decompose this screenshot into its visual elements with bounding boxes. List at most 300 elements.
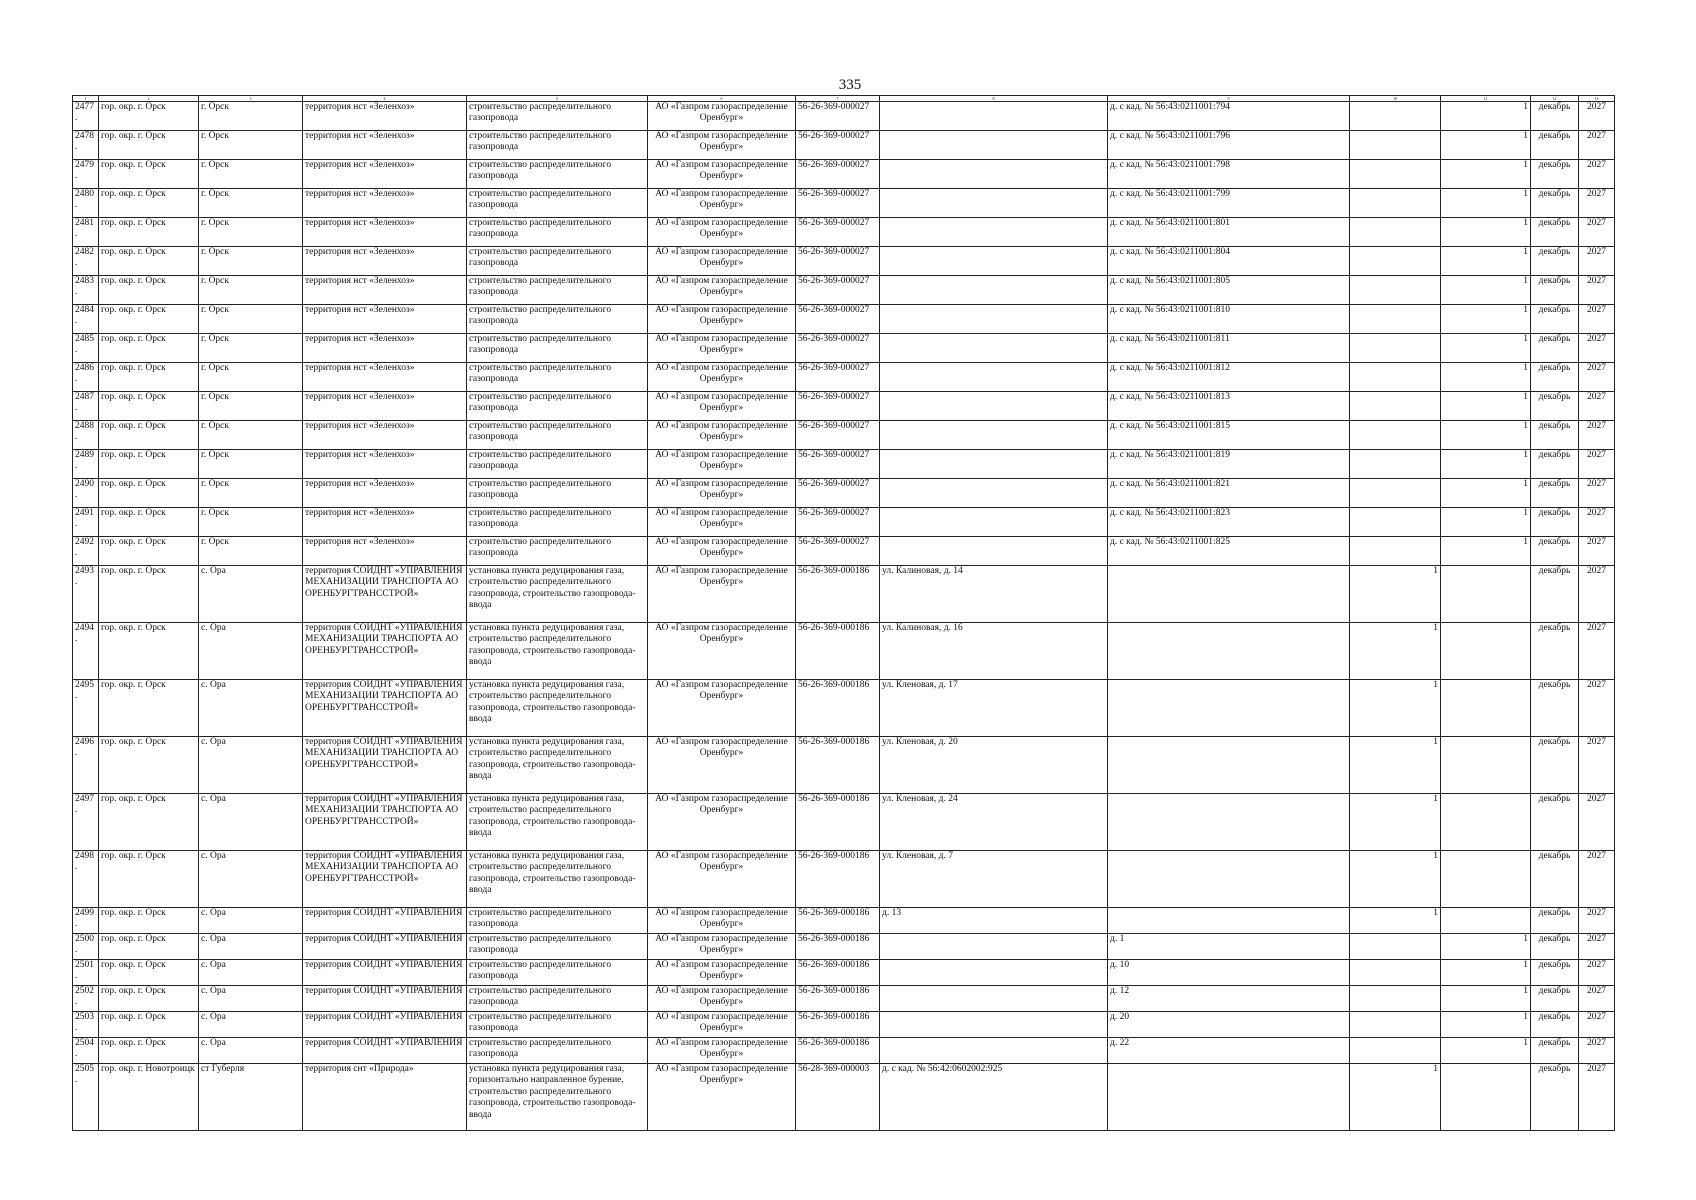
- column-11-cell: 1: [1441, 450, 1531, 479]
- month-cell: декабрь: [1531, 276, 1579, 305]
- territory-cell: территория нст «Зеленхоз»: [303, 537, 467, 566]
- district-cell: гор. окр. г. Орск: [99, 1012, 199, 1038]
- row-number: 2493.: [73, 566, 99, 623]
- column-10-cell: [1350, 986, 1441, 1012]
- work-type-cell: установка пункта редуцирования газа, строительство распределительного газопровода, строительство газопровода-ввода: [467, 794, 648, 851]
- work-type-cell: строительство распределительного газопровода: [467, 537, 648, 566]
- month-cell: декабрь: [1531, 1038, 1579, 1064]
- district-cell: гор. окр. г. Орск: [99, 680, 199, 737]
- district-cell: гор. окр. г. Орск: [99, 189, 199, 218]
- row-number: 2502.: [73, 986, 99, 1012]
- address-cell: ул. Кленовая, д. 24: [880, 794, 1108, 851]
- code-cell: 56-28-369-000003: [796, 1064, 880, 1131]
- work-type-cell: строительство распределительного газопровода: [467, 392, 648, 421]
- cadastral-cell: д. 12: [1108, 986, 1350, 1012]
- organization-cell: АО «Газпром газораспределение Оренбург»: [648, 363, 796, 392]
- territory-cell: территория нст «Зеленхоз»: [303, 102, 467, 131]
- work-type-cell: строительство распределительного газопровода: [467, 479, 648, 508]
- year-cell: 2027: [1579, 450, 1615, 479]
- month-cell: декабрь: [1531, 305, 1579, 334]
- register-table: [72, 95, 1615, 1131]
- cadastral-cell: д. с кад. № 56:43:0211001:794: [1108, 102, 1350, 131]
- district-cell: гор. окр. г. Орск: [99, 305, 199, 334]
- work-type-cell: строительство распределительного газопровода: [467, 908, 648, 934]
- settlement-cell: г. Орск: [199, 537, 303, 566]
- month-cell: декабрь: [1531, 1064, 1579, 1131]
- address-cell: [880, 305, 1108, 334]
- column-10-cell: 1: [1350, 794, 1441, 851]
- year-cell: 2027: [1579, 566, 1615, 623]
- work-type-cell: строительство распределительного газопровода: [467, 1012, 648, 1038]
- column-11-cell: 1: [1441, 986, 1531, 1012]
- column-11-cell: 1: [1441, 131, 1531, 160]
- row-number: 2497.: [73, 794, 99, 851]
- address-cell: ул. Кленовая, д. 7: [880, 851, 1108, 908]
- month-cell: декабрь: [1531, 363, 1579, 392]
- month-cell: декабрь: [1531, 566, 1579, 623]
- territory-cell: территория нст «Зеленхоз»: [303, 508, 467, 537]
- cadastral-cell: д. с кад. № 56:43:0211001:810: [1108, 305, 1350, 334]
- year-cell: 2027: [1579, 960, 1615, 986]
- settlement-cell: г. Орск: [199, 334, 303, 363]
- column-number: 3: [199, 96, 303, 102]
- cadastral-cell: д. с кад. № 56:43:0211001:796: [1108, 131, 1350, 160]
- column-number: 2: [99, 96, 199, 102]
- organization-cell: АО «Газпром газораспределение Оренбург»: [648, 131, 796, 160]
- month-cell: декабрь: [1531, 131, 1579, 160]
- settlement-cell: г. Орск: [199, 218, 303, 247]
- organization-cell: АО «Газпром газораспределение Оренбург»: [648, 1064, 796, 1131]
- district-cell: гор. окр. г. Орск: [99, 566, 199, 623]
- year-cell: 2027: [1579, 189, 1615, 218]
- row-number: 2486.: [73, 363, 99, 392]
- month-cell: декабрь: [1531, 986, 1579, 1012]
- address-cell: [880, 450, 1108, 479]
- territory-cell: территория нст «Зеленхоз»: [303, 479, 467, 508]
- district-cell: гор. окр. г. Новотроицк: [99, 1064, 199, 1131]
- district-cell: гор. окр. г. Орск: [99, 1038, 199, 1064]
- district-cell: гор. окр. г. Орск: [99, 479, 199, 508]
- year-cell: 2027: [1579, 1038, 1615, 1064]
- work-type-cell: установка пункта редуцирования газа, строительство распределительного газопровода, строительство газопровода-ввода: [467, 737, 648, 794]
- row-number: 2496.: [73, 737, 99, 794]
- month-cell: декабрь: [1531, 218, 1579, 247]
- settlement-cell: г. Орск: [199, 450, 303, 479]
- column-10-cell: 1: [1350, 680, 1441, 737]
- column-number: 4: [303, 96, 467, 102]
- row-number: 2491.: [73, 508, 99, 537]
- district-cell: гор. окр. г. Орск: [99, 737, 199, 794]
- organization-cell: АО «Газпром газораспределение Оренбург»: [648, 908, 796, 934]
- row-number: 2480.: [73, 189, 99, 218]
- column-11-cell: 1: [1441, 363, 1531, 392]
- organization-cell: АО «Газпром газораспределение Оренбург»: [648, 508, 796, 537]
- table-row: [73, 1012, 1615, 1038]
- row-number: 2477.: [73, 102, 99, 131]
- territory-cell: территория СОИДНТ «УПРАВЛЕНИЯ: [303, 934, 467, 960]
- settlement-cell: г. Орск: [199, 102, 303, 131]
- address-cell: [880, 986, 1108, 1012]
- column-number: 9: [1108, 96, 1350, 102]
- row-number: 2492.: [73, 537, 99, 566]
- cadastral-cell: д. с кад. № 56:43:0211001:804: [1108, 247, 1350, 276]
- row-number: 2487.: [73, 392, 99, 421]
- cadastral-cell: [1108, 851, 1350, 908]
- settlement-cell: г. Орск: [199, 392, 303, 421]
- district-cell: гор. окр. г. Орск: [99, 421, 199, 450]
- year-cell: 2027: [1579, 131, 1615, 160]
- cadastral-cell: д. с кад. № 56:43:0211001:823: [1108, 508, 1350, 537]
- organization-cell: АО «Газпром газораспределение Оренбург»: [648, 934, 796, 960]
- district-cell: гор. окр. г. Орск: [99, 450, 199, 479]
- address-cell: [880, 960, 1108, 986]
- column-10-cell: 1: [1350, 623, 1441, 680]
- table-row: [73, 1064, 1615, 1131]
- column-10-cell: [1350, 537, 1441, 566]
- row-number: 2489.: [73, 450, 99, 479]
- code-cell: 56-26-369-000186: [796, 1012, 880, 1038]
- territory-cell: территория нст «Зеленхоз»: [303, 218, 467, 247]
- table-row: [73, 421, 1615, 450]
- work-type-cell: установка пункта редуцирования газа, строительство распределительного газопровода, строительство газопровода-ввода: [467, 566, 648, 623]
- work-type-cell: строительство распределительного газопровода: [467, 450, 648, 479]
- column-10-cell: [1350, 392, 1441, 421]
- cadastral-cell: д. 22: [1108, 1038, 1350, 1064]
- code-cell: 56-26-369-000186: [796, 960, 880, 986]
- address-cell: [880, 131, 1108, 160]
- month-cell: декабрь: [1531, 479, 1579, 508]
- column-number: 12: [1531, 96, 1579, 102]
- column-10-cell: 1: [1350, 908, 1441, 934]
- organization-cell: АО «Газпром газораспределение Оренбург»: [648, 247, 796, 276]
- address-cell: [880, 1038, 1108, 1064]
- territory-cell: территория нст «Зеленхоз»: [303, 334, 467, 363]
- column-11-cell: 1: [1441, 421, 1531, 450]
- column-11-cell: [1441, 680, 1531, 737]
- cadastral-cell: [1108, 908, 1350, 934]
- month-cell: декабрь: [1531, 623, 1579, 680]
- address-cell: [880, 334, 1108, 363]
- district-cell: гор. окр. г. Орск: [99, 334, 199, 363]
- year-cell: 2027: [1579, 508, 1615, 537]
- work-type-cell: установка пункта редуцирования газа, горизонтально направленное бурение, строительство распределительного газопровода, строительство газопровода-ввода: [467, 1064, 648, 1131]
- work-type-cell: строительство распределительного газопровода: [467, 247, 648, 276]
- row-number: 2500.: [73, 934, 99, 960]
- year-cell: 2027: [1579, 1064, 1615, 1131]
- year-cell: 2027: [1579, 247, 1615, 276]
- settlement-cell: с. Ора: [199, 908, 303, 934]
- row-number: 2498.: [73, 851, 99, 908]
- column-number: 7: [796, 96, 880, 102]
- address-cell: [880, 102, 1108, 131]
- code-cell: 56-26-369-000186: [796, 908, 880, 934]
- column-10-cell: [1350, 247, 1441, 276]
- year-cell: 2027: [1579, 421, 1615, 450]
- organization-cell: АО «Газпром газораспределение Оренбург»: [648, 189, 796, 218]
- cadastral-cell: д. с кад. № 56:43:0211001:805: [1108, 276, 1350, 305]
- column-10-cell: 1: [1350, 566, 1441, 623]
- row-number: 2479.: [73, 160, 99, 189]
- settlement-cell: ст Губерля: [199, 1064, 303, 1131]
- row-number: 2483.: [73, 276, 99, 305]
- territory-cell: территория СОИДНТ «УПРАВЛЕНИЯ: [303, 986, 467, 1012]
- organization-cell: АО «Газпром газораспределение Оренбург»: [648, 276, 796, 305]
- column-11-cell: 1: [1441, 1012, 1531, 1038]
- work-type-cell: установка пункта редуцирования газа, строительство распределительного газопровода, строительство газопровода-ввода: [467, 623, 648, 680]
- code-cell: 56-26-369-000027: [796, 218, 880, 247]
- organization-cell: АО «Газпром газораспределение Оренбург»: [648, 960, 796, 986]
- territory-cell: территория СОИДНТ «УПРАВЛЕНИЯ МЕХАНИЗАЦИИ ТРАНСПОРТА АО ОРЕНБУРГТРАНССТРОЙ»: [303, 737, 467, 794]
- row-number: 2501.: [73, 960, 99, 986]
- month-cell: декабрь: [1531, 334, 1579, 363]
- cadastral-cell: [1108, 1064, 1350, 1131]
- table-row: [73, 160, 1615, 189]
- table-row: [73, 986, 1615, 1012]
- settlement-cell: с. Ора: [199, 623, 303, 680]
- code-cell: 56-26-369-000186: [796, 623, 880, 680]
- column-11-cell: 1: [1441, 218, 1531, 247]
- work-type-cell: строительство распределительного газопровода: [467, 305, 648, 334]
- cadastral-cell: д. 10: [1108, 960, 1350, 986]
- month-cell: декабрь: [1531, 508, 1579, 537]
- table-row: [73, 363, 1615, 392]
- district-cell: гор. окр. г. Орск: [99, 508, 199, 537]
- row-number: 2499.: [73, 908, 99, 934]
- column-10-cell: [1350, 276, 1441, 305]
- organization-cell: АО «Газпром газораспределение Оренбург»: [648, 450, 796, 479]
- table-row: [73, 479, 1615, 508]
- year-cell: 2027: [1579, 363, 1615, 392]
- organization-cell: АО «Газпром газораспределение Оренбург»: [648, 737, 796, 794]
- column-11-cell: 1: [1441, 334, 1531, 363]
- district-cell: гор. окр. г. Орск: [99, 986, 199, 1012]
- organization-cell: АО «Газпром газораспределение Оренбург»: [648, 305, 796, 334]
- work-type-cell: строительство распределительного газопровода: [467, 218, 648, 247]
- organization-cell: АО «Газпром газораспределение Оренбург»: [648, 334, 796, 363]
- year-cell: 2027: [1579, 737, 1615, 794]
- address-cell: [880, 421, 1108, 450]
- table-row: [73, 623, 1615, 680]
- work-type-cell: строительство распределительного газопровода: [467, 102, 648, 131]
- organization-cell: АО «Газпром газораспределение Оренбург»: [648, 537, 796, 566]
- code-cell: 56-26-369-000027: [796, 160, 880, 189]
- year-cell: 2027: [1579, 794, 1615, 851]
- settlement-cell: с. Ора: [199, 934, 303, 960]
- settlement-cell: с. Ора: [199, 794, 303, 851]
- settlement-cell: г. Орск: [199, 421, 303, 450]
- territory-cell: территория СОИДНТ «УПРАВЛЕНИЯ: [303, 1038, 467, 1064]
- cadastral-cell: д. 1: [1108, 934, 1350, 960]
- address-cell: [880, 189, 1108, 218]
- work-type-cell: строительство распределительного газопровода: [467, 189, 648, 218]
- work-type-cell: строительство распределительного газопровода: [467, 334, 648, 363]
- column-11-cell: 1: [1441, 934, 1531, 960]
- work-type-cell: строительство распределительного газопровода: [467, 131, 648, 160]
- month-cell: декабрь: [1531, 160, 1579, 189]
- district-cell: гор. окр. г. Орск: [99, 363, 199, 392]
- code-cell: 56-26-369-000027: [796, 363, 880, 392]
- settlement-cell: с. Ора: [199, 986, 303, 1012]
- district-cell: гор. окр. г. Орск: [99, 960, 199, 986]
- organization-cell: АО «Газпром газораспределение Оренбург»: [648, 479, 796, 508]
- month-cell: декабрь: [1531, 189, 1579, 218]
- table-row: [73, 908, 1615, 934]
- district-cell: гор. окр. г. Орск: [99, 131, 199, 160]
- territory-cell: территория нст «Зеленхоз»: [303, 450, 467, 479]
- table-row: [73, 450, 1615, 479]
- table-row: [73, 102, 1615, 131]
- code-cell: 56-26-369-000186: [796, 794, 880, 851]
- column-11-cell: [1441, 794, 1531, 851]
- column-10-cell: [1350, 334, 1441, 363]
- settlement-cell: с. Ора: [199, 1012, 303, 1038]
- month-cell: декабрь: [1531, 737, 1579, 794]
- work-type-cell: строительство распределительного газопровода: [467, 421, 648, 450]
- table-row: [73, 131, 1615, 160]
- column-10-cell: [1350, 218, 1441, 247]
- cadastral-cell: [1108, 794, 1350, 851]
- month-cell: декабрь: [1531, 934, 1579, 960]
- organization-cell: АО «Газпром газораспределение Оренбург»: [648, 851, 796, 908]
- address-cell: ул. Кленовая, д. 20: [880, 737, 1108, 794]
- address-cell: [880, 276, 1108, 305]
- territory-cell: территория нст «Зеленхоз»: [303, 363, 467, 392]
- code-cell: 56-26-369-000027: [796, 247, 880, 276]
- district-cell: гор. окр. г. Орск: [99, 934, 199, 960]
- settlement-cell: г. Орск: [199, 363, 303, 392]
- row-number: 2484.: [73, 305, 99, 334]
- work-type-cell: строительство распределительного газопровода: [467, 986, 648, 1012]
- code-cell: 56-26-369-000186: [796, 851, 880, 908]
- address-cell: ул. Калиновая, д. 16: [880, 623, 1108, 680]
- column-11-cell: 1: [1441, 508, 1531, 537]
- district-cell: гор. окр. г. Орск: [99, 276, 199, 305]
- organization-cell: АО «Газпром газораспределение Оренбург»: [648, 623, 796, 680]
- territory-cell: территория нст «Зеленхоз»: [303, 131, 467, 160]
- settlement-cell: г. Орск: [199, 131, 303, 160]
- month-cell: декабрь: [1531, 537, 1579, 566]
- table-row: [73, 794, 1615, 851]
- settlement-cell: г. Орск: [199, 479, 303, 508]
- table-row: [73, 305, 1615, 334]
- territory-cell: территория СОИДНТ «УПРАВЛЕНИЯ МЕХАНИЗАЦИИ ТРАНСПОРТА АО ОРЕНБУРГТРАНССТРОЙ»: [303, 851, 467, 908]
- cadastral-cell: [1108, 623, 1350, 680]
- territory-cell: территория нст «Зеленхоз»: [303, 421, 467, 450]
- cadastral-cell: д. с кад. № 56:43:0211001:799: [1108, 189, 1350, 218]
- year-cell: 2027: [1579, 392, 1615, 421]
- code-cell: 56-26-369-000186: [796, 1038, 880, 1064]
- table-row: [73, 247, 1615, 276]
- organization-cell: АО «Газпром газораспределение Оренбург»: [648, 392, 796, 421]
- column-10-cell: [1350, 479, 1441, 508]
- address-cell: [880, 934, 1108, 960]
- column-11-cell: 1: [1441, 160, 1531, 189]
- column-10-cell: [1350, 508, 1441, 537]
- address-cell: д. с кад. № 56:42:0602002:925: [880, 1064, 1108, 1131]
- month-cell: декабрь: [1531, 247, 1579, 276]
- column-number: 10: [1350, 96, 1441, 102]
- organization-cell: АО «Газпром газораспределение Оренбург»: [648, 218, 796, 247]
- year-cell: 2027: [1579, 276, 1615, 305]
- code-cell: 56-26-369-000186: [796, 737, 880, 794]
- address-cell: [880, 1012, 1108, 1038]
- year-cell: 2027: [1579, 934, 1615, 960]
- territory-cell: территория нст «Зеленхоз»: [303, 276, 467, 305]
- column-10-cell: 1: [1350, 1064, 1441, 1131]
- address-cell: [880, 508, 1108, 537]
- district-cell: гор. окр. г. Орск: [99, 623, 199, 680]
- code-cell: 56-26-369-000027: [796, 276, 880, 305]
- cadastral-cell: д. с кад. № 56:43:0211001:813: [1108, 392, 1350, 421]
- code-cell: 56-26-369-000027: [796, 421, 880, 450]
- district-cell: гор. окр. г. Орск: [99, 218, 199, 247]
- address-cell: [880, 392, 1108, 421]
- row-number: 2490.: [73, 479, 99, 508]
- settlement-cell: г. Орск: [199, 305, 303, 334]
- row-number: 2505.: [73, 1064, 99, 1131]
- table-row: [73, 189, 1615, 218]
- territory-cell: территория СОИДНТ «УПРАВЛЕНИЯ: [303, 908, 467, 934]
- table-row: [73, 566, 1615, 623]
- code-cell: 56-26-369-000027: [796, 189, 880, 218]
- column-11-cell: 1: [1441, 305, 1531, 334]
- cadastral-cell: д. с кад. № 56:43:0211001:825: [1108, 537, 1350, 566]
- column-10-cell: [1350, 363, 1441, 392]
- address-cell: [880, 479, 1108, 508]
- address-cell: [880, 537, 1108, 566]
- address-cell: ул. Кленовая, д. 17: [880, 680, 1108, 737]
- work-type-cell: строительство распределительного газопровода: [467, 960, 648, 986]
- year-cell: 2027: [1579, 1012, 1615, 1038]
- table-row: [73, 392, 1615, 421]
- territory-cell: территория нст «Зеленхоз»: [303, 392, 467, 421]
- column-10-cell: [1350, 450, 1441, 479]
- work-type-cell: строительство распределительного газопровода: [467, 508, 648, 537]
- month-cell: декабрь: [1531, 1012, 1579, 1038]
- month-cell: декабрь: [1531, 450, 1579, 479]
- column-11-cell: 1: [1441, 960, 1531, 986]
- territory-cell: территория нст «Зеленхоз»: [303, 305, 467, 334]
- column-number: 11: [1441, 96, 1531, 102]
- settlement-cell: с. Ора: [199, 680, 303, 737]
- cadastral-cell: д. с кад. № 56:43:0211001:801: [1108, 218, 1350, 247]
- month-cell: декабрь: [1531, 102, 1579, 131]
- column-11-cell: 1: [1441, 189, 1531, 218]
- row-number: 2503.: [73, 1012, 99, 1038]
- cadastral-cell: д. с кад. № 56:43:0211001:821: [1108, 479, 1350, 508]
- column-10-cell: [1350, 102, 1441, 131]
- settlement-cell: с. Ора: [199, 566, 303, 623]
- territory-cell: территория нст «Зеленхоз»: [303, 160, 467, 189]
- settlement-cell: г. Орск: [199, 247, 303, 276]
- settlement-cell: г. Орск: [199, 508, 303, 537]
- organization-cell: АО «Газпром газораспределение Оренбург»: [648, 160, 796, 189]
- year-cell: 2027: [1579, 479, 1615, 508]
- settlement-cell: с. Ора: [199, 737, 303, 794]
- settlement-cell: с. Ора: [199, 851, 303, 908]
- organization-cell: АО «Газпром газораспределение Оренбург»: [648, 986, 796, 1012]
- organization-cell: АО «Газпром газораспределение Оренбург»: [648, 794, 796, 851]
- year-cell: 2027: [1579, 305, 1615, 334]
- table-row: [73, 218, 1615, 247]
- territory-cell: территория СОИДНТ «УПРАВЛЕНИЯ МЕХАНИЗАЦИИ ТРАНСПОРТА АО ОРЕНБУРГТРАНССТРОЙ»: [303, 623, 467, 680]
- column-11-cell: 1: [1441, 537, 1531, 566]
- column-11-cell: [1441, 851, 1531, 908]
- year-cell: 2027: [1579, 908, 1615, 934]
- cadastral-cell: д. с кад. № 56:43:0211001:819: [1108, 450, 1350, 479]
- work-type-cell: строительство распределительного газопровода: [467, 276, 648, 305]
- year-cell: 2027: [1579, 851, 1615, 908]
